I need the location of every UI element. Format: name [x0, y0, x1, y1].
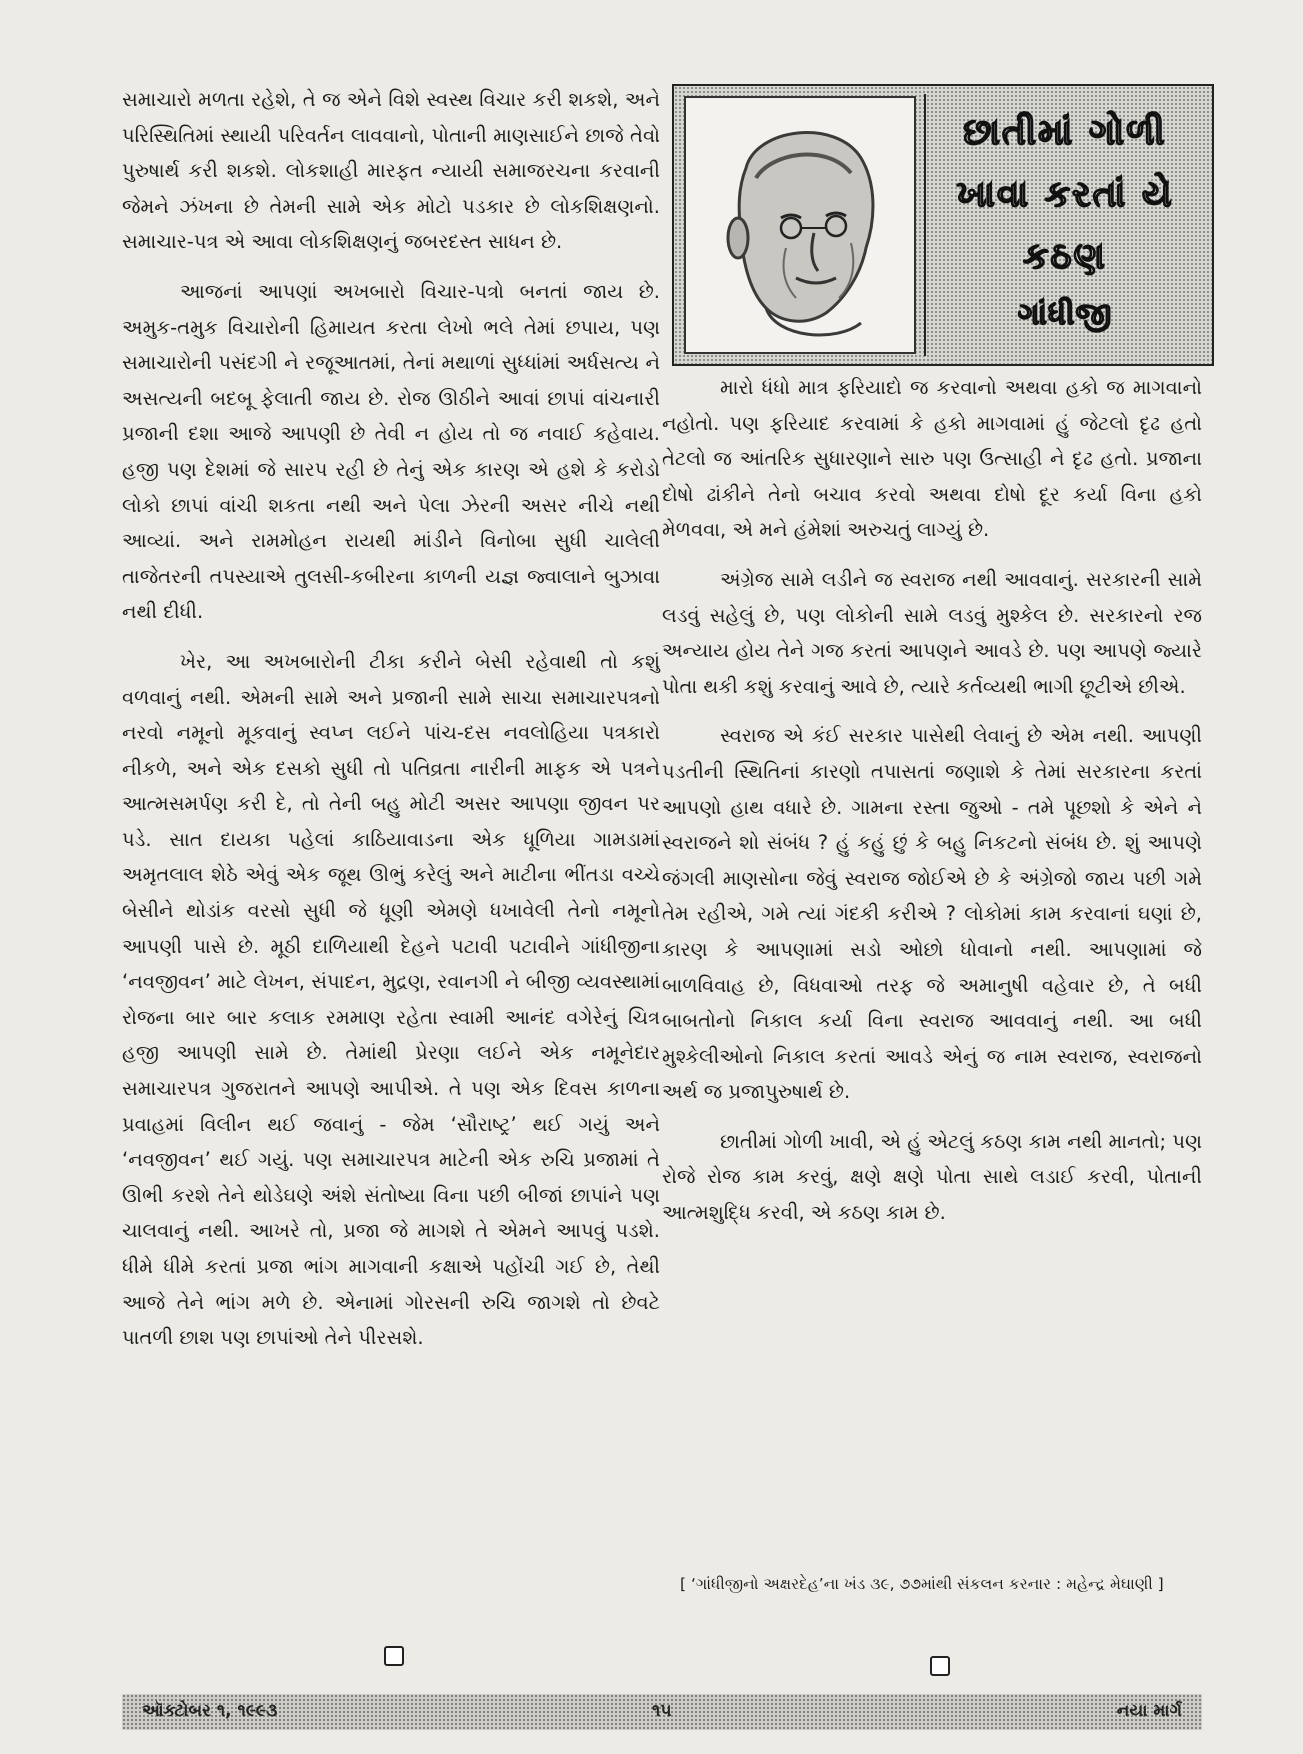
footer-date: ઑક્ટોબર ૧, ૧૯૯૩ [142, 1701, 278, 1721]
right-paragraph: મારો ધંધો માત્ર ફરિયાદો જ કરવાનો અથવા હકો જ માગવાનો નહોતો. પણ ફરિયાદ કરવામાં કે હકો માગવામાં હું જેટલો દૃઢ હતો તેટલો જ આંતરિક સુધારણાને સારુ પણ ઉત્સાહી ને દૃઢ હતો. પ્રજાના દોષો ઢાંકીને તેનો બચાવ કરવો અથવા દોષો દૂર કર્યા વિના હકો મેળવવા, એ મને હંમેશાં અરુચતું લાગ્યું છે. [662, 376, 1202, 542]
feature-title-line: છાતીમાં ગોળી [963, 112, 1167, 153]
page-number: ૧૫ [652, 1701, 672, 1721]
left-column [122, 82, 660, 1370]
left-paragraph: સમાચારો મળતા રહેશે, તે જ એને વિશે સ્વસ્થ વિચાર કરી શકશે, અને પરિસ્થિતિમાં સ્થાયી પરિવર્તન લાવવાનો, પોતાની માણસાઈને છાજે તેવો પુરુષાર્થ કરી શકશે. લોકશાહી મારફત ન્યાયી સમાજરચના કરવાની જેમને ઝંખના છે તેમની સામે એક મોટો પડકાર છે લોકશિક્ષણનો. સમાચાર-પત્ર એ આવા લોકશિક્ષણનું જબરદસ્ત સાધન છે. [122, 88, 660, 254]
gandhi-portrait-icon [684, 96, 916, 354]
right-paragraph: સ્વરાજ એ કંઈ સરકાર પાસેથી લેવાનું છે એમ નથી. આપણી પડતીની સ્થિતિનાં કારણો તપાસતાં જણાશે કે તેમાં સરકારના કરતાં આપણો હાથ વધારે છે. ગામના રસ્તા જુઓ - તમે પૂછશો કે એને ને સ્વરાજને શો સંબંધ ? હું કહું છું કે બહુ નિકટનો સંબંધ છે. શું આપણે જંગલી માણસોના જેવું સ્વરાજ જોઈએ છે કે અંગ્રેજો જાય પછી ગમે તેમ રહીએ, ગમે ત્યાં ગંદકી કરીએ ? લોકોમાં કામ કરવાનાં ઘણાં છે, કારણ કે આપણામાં સડો ઓછો ધોવાનો નથી. આપણામાં જે બાળવિવાહ છે, વિધવાઓ તરફ જે અમાનુષી વહેવાર છે, તે બધી બાબતોનો નિકાલ કર્યા વિના સ્વરાજ આવવાનું નથી. આ બધી મુશ્કેલીઓનો નિકાલ કરતાં આવડે એનું જ નામ સ્વરાજ, સ્વરાજનો અર્થ જ પ્રજાપુરુષાર્થ છે. [662, 724, 1202, 1104]
magazine-name: નયા માર્ગ [1116, 1701, 1182, 1721]
end-mark-icon [384, 1646, 404, 1666]
page-footer [122, 1694, 1202, 1730]
feature-author: ગાંધીજી [1017, 297, 1113, 332]
feature-title-panel [924, 94, 1204, 356]
right-paragraph: છાતીમાં ગોળી ખાવી, એ હું એટલું કઠણ કામ નથી માનતો; પણ રોજે રોજ કામ કરવું, ક્ષણે ક્ષણે પોતા સાથે લડાઈ કરવી, પોતાની આત્મશુદ્ધિ કરવી, એ કઠણ કામ છે. [662, 1129, 1202, 1225]
feature-title-line: ખાવા કરતાં યે [956, 174, 1174, 215]
source-note: [ ‘ગાંધીજીનો અક્ષરદેહ’ના ખંડ ૩૯, ૭૭માંથી સંકલન કરનાર : મહેન્દ્ર મેઘાણી ] [680, 1575, 1164, 1593]
left-paragraph: ખેર, આ અખબારોની ટીકા કરીને બેસી રહેવાથી તો કશું વળવાનું નથી. એમની સામે અને પ્રજાની સામે સાચા સમાચારપત્રનો નરવો નમૂનો મૂકવાનું સ્વપ્ન લઈને પાંચ-દસ નવલોહિયા પત્રકારો નીકળે, અને એક દસકો સુધી તો પતિવ્રતા નારીની માફક એ પત્રને આત્મસમર્પણ કરી દે, તો તેની બહુ મોટી અસર આપણા જીવન પર પડે. સાત દાયકા પહેલાં કાઠિયાવાડના એક ધૂળિયા ગામડામાં અમૃતલાલ શેઠે એવું એક જૂથ ઊભું કરેલું અને માટીના ભીંતડા વચ્ચે બેસીને થોડાંક વરસો સુધી જે ધૂણી એમણે ધખાવેલી તેનો નમૂનો આપણી પાસે છે. મૂઠી દાળિયાથી દેહને પટાવી પટાવીને ગાંધીજીના ‘નવજીવન’ માટે લેખન, સંપાદન, મુદ્રણ, રવાનગી ને બીજી વ્યવસ્થામાં રોજના બાર બાર કલાક રમમાણ રહેતા સ્વામી આનંદ વગેરેનું ચિત્ર હજી આપણી સામે છે. તેમાંથી પ્રેરણા લઈને એક નમૂનેદાર સમાચારપત્ર ગુજરાતને આપણે આપીએ. તે પણ એક દિવસ કાળના પ્રવાહમાં વિલીન થઈ જવાનું - જેમ ‘સૌરાષ્ટ્ર’ થઈ ગયું અને ‘નવજીવન’ થઈ ગયું. પણ સમાચારપત્ર માટેની એક રુચિ પ્રજામાં તે ઊભી કરશે તેને થોડેઘણે અંશે સંતોષ્યા વિના પછી બીજાં છાપાંને પણ ચાલવાનું નથી. આખરે તો, પ્રજા જે માગશે તે એમને આપવું પડશે. ધીમે ધીમે કરતાં પ્રજા ભાંગ માગવાની કક્ષાએ પહોંચી ગઈ છે, તેથી આજે તેને ભાંગ મળે છે. એનામાં ગોરસની રુચિ જાગશે તો છેવટે પાતળી છાશ પણ છાપાંઓ તેને પીરસશે. [122, 649, 660, 1350]
left-paragraph: આજનાં આપણાં અખબારો વિચાર-પત્રો બનતાં જાય છે. અમુક-તમુક વિચારોની હિમાયત કરતા લેખો ભલે તેમાં છપાય, પણ સમાચારોની પસંદગી ને રજૂઆતમાં, તેનાં મથાળાં સુધ્ધાંમાં અર્ધસત્ય ને અસત્યની બદબૂ ફેલાતી જાય છે. રોજ ઊઠીને આવાં છાપાં વાંચનારી પ્રજાની દશા આજે આપણી છે તેવી ન હોય તો જ નવાઈ કહેવાય. હજી પણ દેશમાં જે સારપ રહી છે તેનું એક કારણ એ હશે કે કરોડો લોકો છાપાં વાંચી શકતા નથી અને પેલા ઝેરની અસર નીચે નથી આવ્યાં. અને રામમોહન રાયથી માંડીને વિનોબા સુધી ચાલેલી તાજેતરની તપસ્યાએ તુલસી-કબીરના કાળની યજ્ઞ જ્વાલાને બુઝાવા નથી દીધી. [122, 279, 660, 624]
right-column [662, 370, 1202, 1245]
feature-box [672, 84, 1214, 366]
feature-title-line: કઠણ [1023, 236, 1107, 277]
right-paragraph: અંગ્રેજ સામે લડીને જ સ્વરાજ નથી આવવાનું. સરકારની સામે લડવું સહેલું છે, પણ લોકોની સામે લડવું મુશ્કેલ છે. સરકારનો રજ અન્યાય હોય તેને ગજ કરતાં આપણને આવડે છે. પણ આપણે જ્યારે પોતા થકી કશું કરવાનું આવે છે, ત્યારે કર્તવ્યથી ભાગી છૂટીએ છીએ. [662, 567, 1202, 698]
end-mark-icon [930, 1656, 950, 1676]
